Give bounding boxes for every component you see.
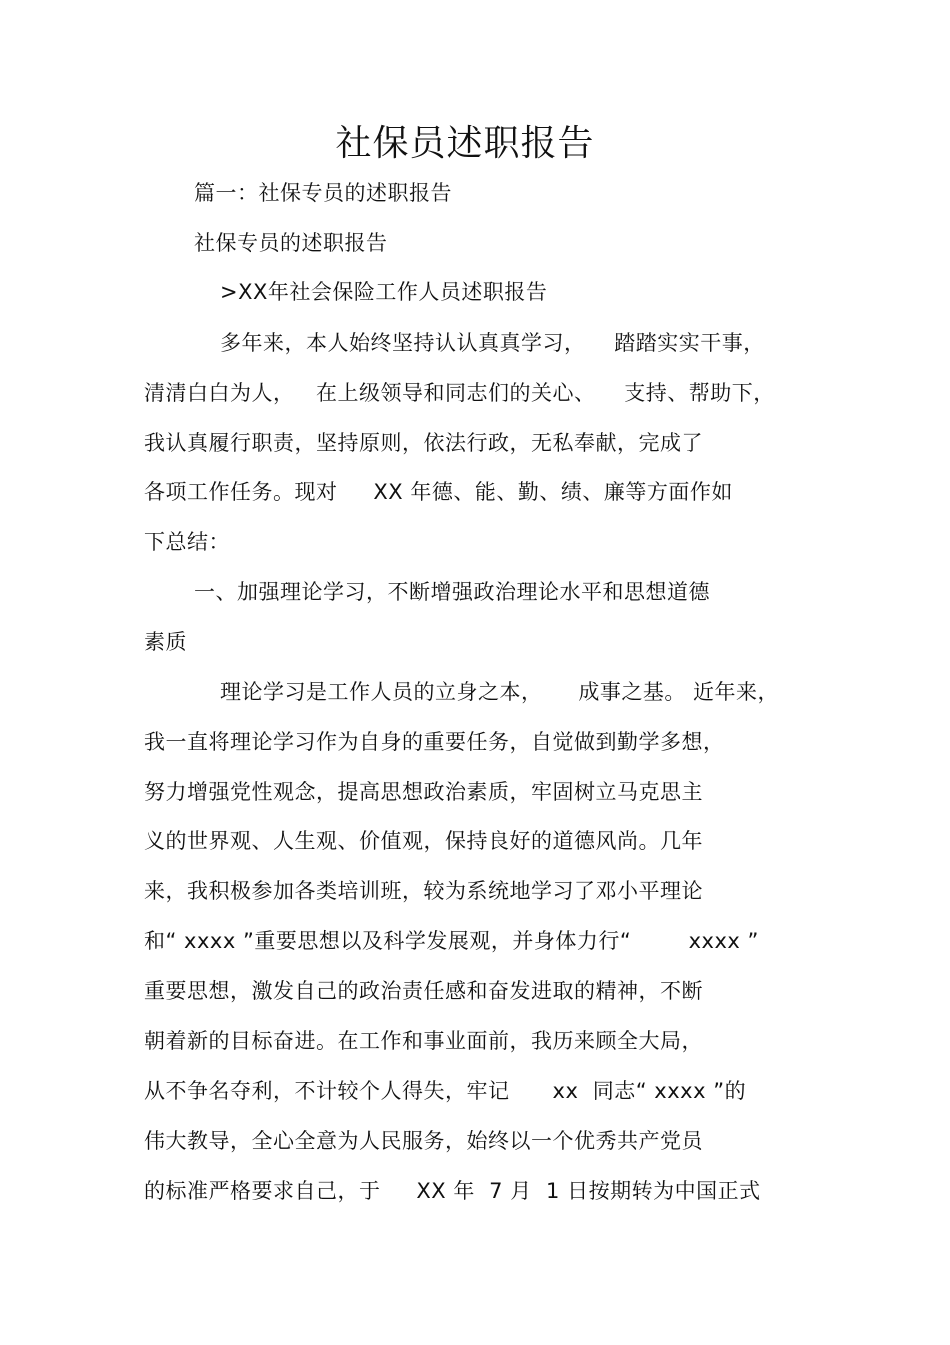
paragraph-line: 多年来，本人始终坚持认认真真学习， 踏踏实实干事， (220, 331, 765, 355)
paragraph-line: 从不争名夺利，不计较个人得失，牢记 xx 同志“ xxxx ”的 (144, 1079, 747, 1103)
paragraph-line: 伟大教导，全心全意为人民服务，始终以一个优秀共产党员 (144, 1129, 703, 1153)
subtitle-line: 社保专员的述职报告 (194, 231, 388, 255)
section-heading: 篇一：社保专员的述职报告 (194, 181, 452, 205)
report-heading-line: >XX年社会保险工作人员述职报告 (220, 280, 548, 304)
paragraph-line: 义的世界观、人生观、价值观，保持良好的道德风尚。几年 (144, 829, 703, 853)
paragraph-line: 朝着新的目标奋进。在工作和事业面前，我历来顾全大局， (144, 1029, 703, 1053)
paragraph-line: 理论学习是工作人员的立身之本， 成事之基。 近年来， (220, 680, 780, 704)
paragraph-line: 来，我积极参加各类培训班，较为系统地学习了邓小平理论 (144, 879, 703, 903)
paragraph-line: 下总结： (144, 530, 230, 554)
paragraph-line: 各项工作任务。现对 XX 年德、能、勤、绩、廉等方面作如 (144, 480, 733, 504)
paragraph-line: 我一直将理论学习作为自身的重要任务，自觉做到勤学多想， (144, 730, 725, 754)
paragraph-line: 和“ xxxx ”重要思想以及科学发展观，并身体力行“ xxxx ” (144, 929, 759, 953)
paragraph-line: 清清白白为人， 在上级领导和同志们的关心、 支持、帮助下， (144, 381, 775, 405)
section-one-heading: 一、加强理论学习，不断增强政治理论水平和思想道德 (194, 580, 710, 604)
paragraph-line: 重要思想，激发自己的政治责任感和奋发进取的精神，不断 (144, 979, 703, 1003)
document-title: 社保员述职报告 (335, 123, 595, 164)
paragraph-line: 的标准严格要求自己，于 XX 年 7 月 1 日按期转为中国正式 (144, 1179, 761, 1203)
paragraph-line: 努力增强党性观念，提高思想政治素质，牢固树立马克思主 (144, 780, 703, 804)
section-one-heading-cont: 素质 (144, 630, 187, 654)
paragraph-line: 我认真履行职责，坚持原则，依法行政，无私奉献，完成了 (144, 431, 703, 455)
